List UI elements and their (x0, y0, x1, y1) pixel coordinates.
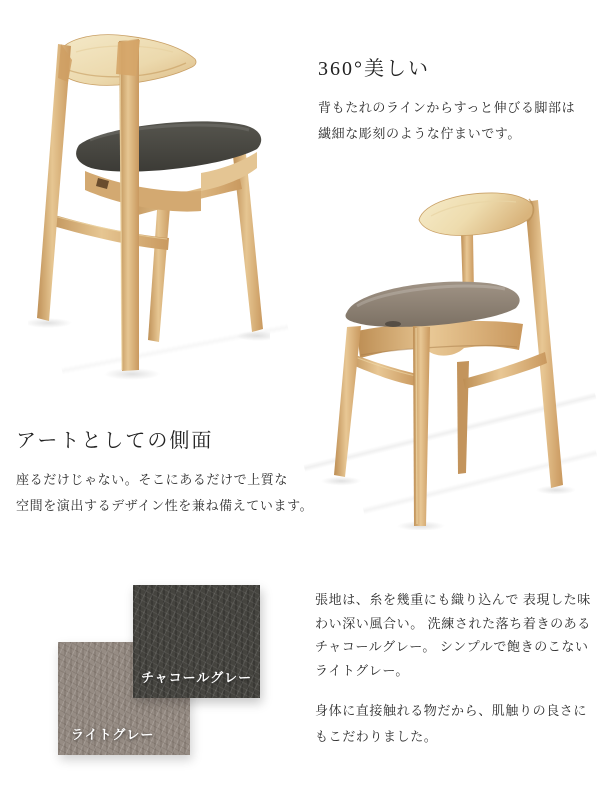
chair-rear-view-photo (28, 30, 270, 382)
text-line: 身体に直接触れる物だから、肌触りの良さに (315, 703, 588, 718)
swatch-label: ライトグレー (71, 727, 155, 742)
floor-shadows (321, 477, 575, 531)
art-heading: アートとしての側面 (16, 430, 214, 452)
text-line: 繊細な彫刻のような佇まいです。 (318, 126, 521, 141)
text-line: もこだわりました。 (315, 729, 438, 744)
fabric-paragraph-1 (315, 588, 600, 682)
chair-stretchers (346, 352, 547, 389)
chair-seat-cushion-light-gray (346, 282, 520, 327)
section-360-beauty (318, 52, 575, 147)
swatch-label: チャコールグレー (141, 670, 253, 685)
chair-rear-view-illustration (28, 30, 270, 382)
chair-rear-right-leg (525, 200, 563, 488)
text-line: 洗練された落ち着きのあるチャコールグレー。 (315, 615, 591, 654)
chair-front-view-photo (313, 170, 575, 530)
text-line: 表現した味わい深い風合い。 (315, 592, 591, 631)
text-line: シンプルで飽きのこないライトグレー。 (315, 639, 589, 678)
text-line: 背もたれのラインからすっと伸びる脚部は (318, 100, 576, 115)
chair-front-legs (334, 326, 430, 526)
text-line: 座るだけじゃない。そこにあるだけで上質な (16, 472, 289, 487)
text-line: 張地は、糸を幾重にも織り込んで (315, 592, 520, 607)
beauty-heading: 360°美しい (318, 58, 430, 80)
fabric-paragraph-2 (315, 698, 600, 750)
chair-seat-frame (357, 321, 523, 358)
swatch-charcoal-gray (133, 585, 260, 698)
chair-front-view-illustration (313, 170, 575, 530)
beauty-paragraph (318, 95, 575, 147)
art-paragraph (16, 467, 313, 519)
fabric-swatches (58, 585, 260, 755)
section-art-side (16, 424, 313, 519)
chair-backrest (419, 193, 534, 236)
text-line: 空間を演出するデザイン性を兼ね備えています。 (16, 498, 314, 513)
section-fabric-description (315, 588, 600, 750)
